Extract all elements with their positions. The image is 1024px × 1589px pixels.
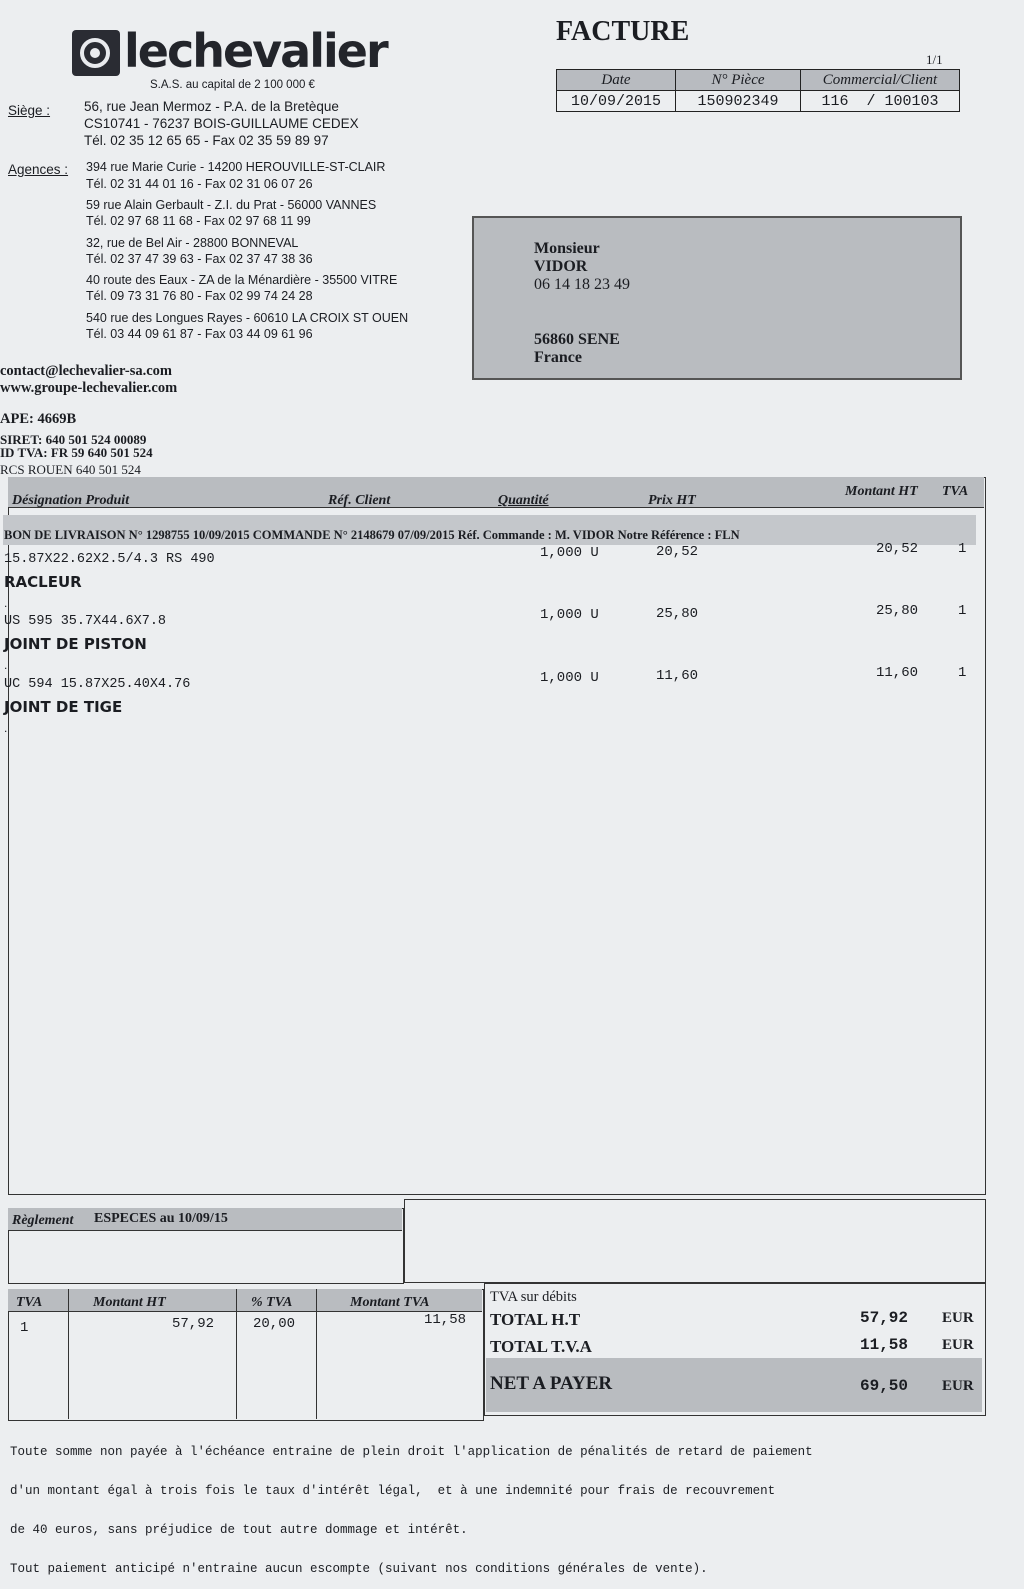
agence-4-address: 40 route des Eaux - ZA de la Ménardière - 35500 VITRE [86, 273, 398, 287]
agence-1-address: 394 rue Marie Curie - 14200 HEROUVILLE-ST-CLAIR [86, 160, 386, 174]
vat-col-divider [236, 1289, 237, 1419]
legal-footer [10, 1420, 1010, 1589]
item-3-dot: . [4, 721, 8, 735]
siege-line-2: CS10741 - 76237 BOIS-GUILLAUME CEDEX [84, 116, 359, 131]
net-to-pay-label: NET A PAYER [490, 1373, 613, 1394]
vat-col-tva-header: TVA [16, 1295, 43, 1310]
header-piece-value: 150902349 [676, 91, 801, 112]
col-price-header: Prix HT [648, 493, 696, 508]
item-1-dot: . [4, 596, 8, 610]
vat-col-divider [316, 1289, 317, 1419]
vat-row-amount-tva: 11,58 [424, 1312, 467, 1328]
total-ht-value: 57,92 [860, 1309, 909, 1327]
payment-label: Règlement [12, 1213, 74, 1228]
item-1-designation: RACLEUR [4, 573, 82, 591]
items-table-header [8, 477, 984, 508]
legal-line-4: Tout paiement anticipé n'entraine aucun escompte (suivant nos conditions générales de vente). [10, 1562, 708, 1576]
client-city: 56860 SENE [534, 331, 620, 348]
vat-col-amount-tva-header: Montant TVA [350, 1295, 430, 1310]
siege-line-1: 56, rue Jean Mermoz - P.A. de la Bretèque [84, 99, 339, 114]
item-3-amount: 11,60 [876, 665, 919, 681]
vat-row-rate: 20,00 [253, 1316, 296, 1332]
vat-col-divider [68, 1289, 69, 1419]
legal-line-2: d'un montant égal à trois fois le taux d'intérêt légal, et à une indemnité pour frais de recouvrement [10, 1484, 776, 1498]
item-2-qty: 1,000 U [540, 607, 599, 623]
siege-line-3: Tél. 02 35 12 65 65 - Fax 02 35 59 89 97 [84, 133, 329, 148]
company-rcs: RCS ROUEN 640 501 524 [0, 462, 141, 477]
agence-1-phone: Tél. 02 31 44 01 16 - Fax 02 31 06 07 26 [86, 177, 313, 191]
agence-5-phone: Tél. 03 44 09 61 87 - Fax 03 44 09 61 96 [86, 327, 313, 341]
item-2-ref: US 595 35.7X44.6X7.8 [4, 614, 167, 629]
company-capital: S.A.S. au capital de 2 100 000 € [150, 79, 315, 91]
vat-col-rate-header: % TVA [251, 1295, 293, 1310]
items-table [8, 477, 986, 1195]
total-tva-value: 11,58 [860, 1336, 909, 1354]
item-3-tva: 1 [958, 665, 967, 681]
company-name: lechevalier [124, 24, 387, 78]
delivery-order-line: BON DE LIVRAISON N° 1298755 10/09/2015 COMMANDE N° 2148679 07/09/2015 Réf. Commande : M. VIDOR Notre Référence : FLN [4, 528, 740, 542]
item-2-dot: . [4, 658, 8, 672]
item-3-ref: UC 594 15.87X25.40X4.76 [4, 677, 191, 692]
legal-line-1: Toute somme non payée à l'échéance entraine de plein droit l'application de pénalités de retard de paiement [10, 1445, 813, 1459]
total-tva-currency: EUR [942, 1337, 974, 1353]
company-siret: SIRET: 640 501 524 00089 [0, 432, 147, 447]
total-tva-label: TOTAL T.V.A [490, 1337, 592, 1356]
item-2-price: 25,80 [656, 606, 699, 622]
item-3-qty: 1,000 U [540, 670, 599, 686]
vat-row-code: 1 [20, 1320, 29, 1336]
item-3-designation: JOINT DE TIGE [4, 698, 123, 716]
item-1-tva: 1 [958, 541, 967, 557]
agence-3-address: 32, rue de Bel Air - 28800 BONNEVAL [86, 236, 299, 250]
item-1-ref: 15.87X22.62X2.5/4.3 RS 490 [4, 552, 215, 567]
header-client-value: 116 / 100103 [801, 91, 960, 112]
client-civility: Monsieur [534, 240, 600, 257]
client-country: France [534, 349, 582, 366]
client-phone: 06 14 18 23 49 [534, 276, 630, 293]
company-website: www.groupe-lechevalier.com [0, 380, 178, 396]
legal-line-3: de 40 euros, sans préjudice de tout autre dommage et intérêt. [10, 1523, 468, 1537]
header-piece-label: N° Pièce [676, 70, 801, 91]
agence-2-address: 59 rue Alain Gerbault - Z.I. du Prat - 56000 VANNES [86, 198, 377, 212]
agence-2-phone: Tél. 02 97 68 11 68 - Fax 02 97 68 11 99 [86, 214, 311, 228]
header-date-label: Date [557, 70, 676, 91]
item-1-qty: 1,000 U [540, 545, 599, 561]
totals-note: TVA sur débits [490, 1289, 577, 1305]
agence-3-phone: Tél. 02 37 47 39 63 - Fax 02 37 47 38 36 [86, 252, 313, 266]
client-address-box [472, 216, 962, 380]
total-ht-label: TOTAL H.T [490, 1310, 581, 1329]
item-2-amount: 25,80 [876, 603, 919, 619]
header-date-value: 10/09/2015 [557, 91, 676, 112]
siege-label: Siège : [8, 103, 51, 118]
header-client-label: Commercial/Client [801, 70, 960, 91]
col-designation-header: Désignation Produit [12, 493, 130, 508]
company-email: contact@lechevalier-sa.com [0, 363, 172, 379]
net-to-pay-value: 69,50 [860, 1377, 909, 1395]
net-to-pay-currency: EUR [942, 1378, 974, 1394]
col-tva-header: TVA [942, 484, 969, 499]
item-2-tva: 1 [958, 603, 967, 619]
total-ht-currency: EUR [942, 1310, 974, 1326]
company-logo [72, 24, 387, 80]
invoice-header-table [556, 69, 960, 112]
client-name: VIDOR [534, 258, 588, 275]
vat-col-amount-ht-header: Montant HT [93, 1295, 166, 1310]
document-title: FACTURE [556, 16, 690, 47]
col-quantity-header: Quantité [498, 493, 549, 508]
agence-5-address: 540 rue des Longues Rayes - 60610 LA CROIX ST OUEN [86, 311, 409, 325]
item-2-designation: JOINT DE PISTON [4, 635, 147, 653]
col-ref-client-header: Réf. Client [328, 493, 391, 508]
payment-value: ESPECES au 10/09/15 [94, 1211, 228, 1226]
page-number: 1/1 [926, 52, 943, 67]
payment-notes-box [404, 1199, 986, 1283]
company-id-tva: ID TVA: FR 59 640 501 524 [0, 445, 153, 460]
agence-4-phone: Tél. 09 73 31 76 80 - Fax 02 99 74 24 28 [86, 289, 313, 303]
agences-label: Agences : [8, 162, 69, 177]
item-1-amount: 20,52 [876, 541, 919, 557]
item-1-price: 20,52 [656, 544, 699, 560]
item-3-price: 11,60 [656, 668, 699, 684]
col-amount-header: Montant HT [845, 484, 918, 499]
bearing-logo-icon [72, 30, 120, 76]
company-ape: APE: 4669B [0, 411, 77, 427]
vat-row-amount-ht: 57,92 [172, 1316, 215, 1332]
